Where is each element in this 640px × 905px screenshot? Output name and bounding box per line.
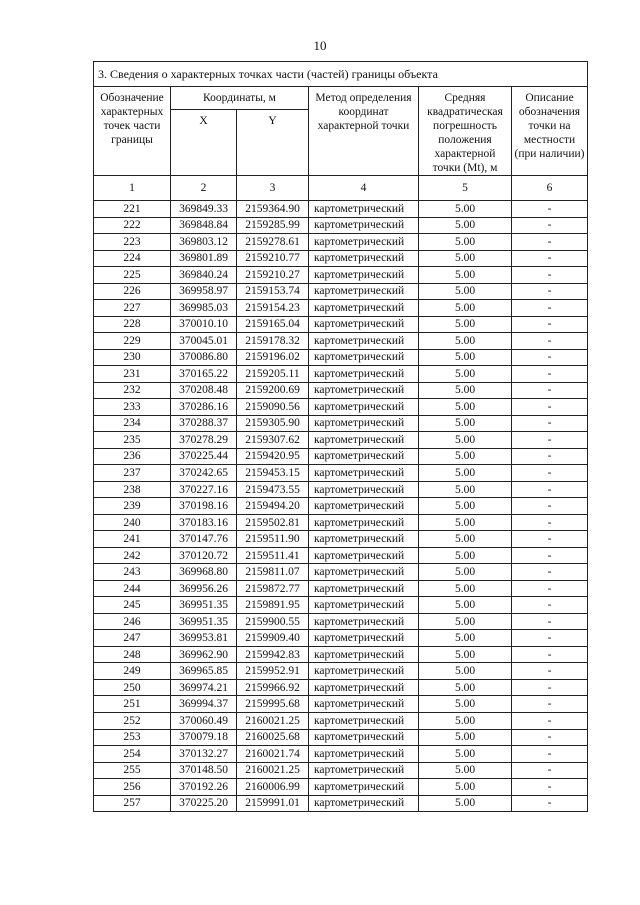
error-cell: 5.00: [419, 300, 512, 317]
method-cell: картометрический: [309, 795, 419, 812]
point-id-cell: 228: [94, 316, 171, 333]
table-row: [94, 597, 588, 614]
coordinate-y-cell: 2159494.20: [237, 498, 309, 515]
method-cell: картометрический: [309, 333, 419, 350]
description-cell: -: [512, 531, 588, 548]
description-cell: -: [512, 300, 588, 317]
table-row: [94, 465, 588, 482]
error-cell: 5.00: [419, 201, 512, 218]
coordinate-x-cell: 369848.84: [171, 217, 237, 234]
coordinate-x-cell: 370288.37: [171, 415, 237, 432]
error-cell: 5.00: [419, 580, 512, 597]
table-row: [94, 316, 588, 333]
table-row: [94, 415, 588, 432]
coordinate-x-cell: 370278.29: [171, 432, 237, 449]
coordinate-x-cell: 370286.16: [171, 399, 237, 416]
coordinate-x-cell: 369958.97: [171, 283, 237, 300]
error-cell: 5.00: [419, 415, 512, 432]
coordinate-y-cell: 2159200.69: [237, 382, 309, 399]
header-error: Средняя квадратическая погрешность положения характерной точки (Mt), м: [419, 87, 512, 176]
coordinate-x-cell: 370147.76: [171, 531, 237, 548]
method-cell: картометрический: [309, 234, 419, 251]
point-id-cell: 252: [94, 712, 171, 729]
coordinate-y-cell: 2160025.68: [237, 729, 309, 746]
method-cell: картометрический: [309, 481, 419, 498]
description-cell: -: [512, 712, 588, 729]
error-cell: 5.00: [419, 250, 512, 267]
table-row: [94, 580, 588, 597]
coordinate-y-cell: 2159473.55: [237, 481, 309, 498]
table-row: [94, 283, 588, 300]
description-cell: -: [512, 514, 588, 531]
description-cell: -: [512, 217, 588, 234]
table-row: [94, 333, 588, 350]
error-cell: 5.00: [419, 547, 512, 564]
method-cell: картометрический: [309, 399, 419, 416]
table-row: [94, 514, 588, 531]
method-cell: картометрический: [309, 448, 419, 465]
point-id-cell: 250: [94, 679, 171, 696]
error-cell: 5.00: [419, 564, 512, 581]
description-cell: -: [512, 283, 588, 300]
error-cell: 5.00: [419, 481, 512, 498]
description-cell: -: [512, 779, 588, 796]
table-row: [94, 498, 588, 515]
point-id-cell: 243: [94, 564, 171, 581]
coordinate-y-cell: 2159900.55: [237, 613, 309, 630]
header-y: Y: [237, 110, 309, 176]
error-cell: 5.00: [419, 498, 512, 515]
header-x: X: [171, 110, 237, 176]
method-cell: картометрический: [309, 415, 419, 432]
coordinate-y-cell: 2159205.11: [237, 366, 309, 383]
point-id-cell: 229: [94, 333, 171, 350]
coordinate-x-cell: 369803.12: [171, 234, 237, 251]
table-row: [94, 613, 588, 630]
point-id-cell: 230: [94, 349, 171, 366]
point-id-cell: 245: [94, 597, 171, 614]
description-cell: -: [512, 696, 588, 713]
coordinate-y-cell: 2160021.25: [237, 762, 309, 779]
point-id-cell: 240: [94, 514, 171, 531]
method-cell: картометрический: [309, 531, 419, 548]
error-cell: 5.00: [419, 729, 512, 746]
method-cell: картометрический: [309, 779, 419, 796]
error-cell: 5.00: [419, 448, 512, 465]
method-cell: картометрический: [309, 465, 419, 482]
point-id-cell: 232: [94, 382, 171, 399]
error-cell: 5.00: [419, 333, 512, 350]
column-number: 4: [309, 176, 419, 201]
description-cell: -: [512, 498, 588, 515]
description-cell: -: [512, 795, 588, 812]
table-row: [94, 366, 588, 383]
error-cell: 5.00: [419, 316, 512, 333]
error-cell: 5.00: [419, 613, 512, 630]
coordinate-y-cell: 2159909.40: [237, 630, 309, 647]
description-cell: -: [512, 679, 588, 696]
coordinate-x-cell: 370225.20: [171, 795, 237, 812]
page-number: 10: [313, 38, 327, 53]
method-cell: картометрический: [309, 580, 419, 597]
table-row: [94, 250, 588, 267]
description-cell: -: [512, 762, 588, 779]
coordinate-y-cell: 2160021.25: [237, 712, 309, 729]
table-row: [94, 679, 588, 696]
table-row: [94, 564, 588, 581]
point-id-cell: 221: [94, 201, 171, 218]
coordinate-y-cell: 2159453.15: [237, 465, 309, 482]
coordinate-x-cell: 370132.27: [171, 746, 237, 763]
coordinate-x-cell: 370227.16: [171, 481, 237, 498]
method-cell: картометрический: [309, 613, 419, 630]
coordinate-x-cell: 369965.85: [171, 663, 237, 680]
coordinate-y-cell: 2159196.02: [237, 349, 309, 366]
coordinate-x-cell: 369994.37: [171, 696, 237, 713]
table-row: [94, 382, 588, 399]
coordinate-x-cell: 370079.18: [171, 729, 237, 746]
point-id-cell: 225: [94, 267, 171, 284]
coordinate-y-cell: 2159090.56: [237, 399, 309, 416]
coordinate-y-cell: 2159511.90: [237, 531, 309, 548]
method-cell: картометрический: [309, 498, 419, 515]
coordinate-y-cell: 2159278.61: [237, 234, 309, 251]
column-number: 6: [512, 176, 588, 201]
method-cell: картометрический: [309, 201, 419, 218]
table-row: [94, 201, 588, 218]
point-id-cell: 223: [94, 234, 171, 251]
description-cell: -: [512, 729, 588, 746]
description-cell: -: [512, 597, 588, 614]
coordinate-y-cell: 2159811.07: [237, 564, 309, 581]
table-row: [94, 481, 588, 498]
table-row: [94, 746, 588, 763]
table-row: [94, 696, 588, 713]
error-cell: 5.00: [419, 630, 512, 647]
section-title-row: [94, 62, 588, 87]
error-cell: 5.00: [419, 349, 512, 366]
coordinate-y-cell: 2159995.68: [237, 696, 309, 713]
method-cell: картометрический: [309, 712, 419, 729]
description-cell: -: [512, 564, 588, 581]
description-cell: -: [512, 448, 588, 465]
method-cell: картометрический: [309, 250, 419, 267]
coordinate-y-cell: 2160006.99: [237, 779, 309, 796]
point-id-cell: 257: [94, 795, 171, 812]
error-cell: 5.00: [419, 465, 512, 482]
description-cell: -: [512, 316, 588, 333]
description-cell: -: [512, 547, 588, 564]
point-id-cell: 241: [94, 531, 171, 548]
point-id-cell: 227: [94, 300, 171, 317]
table-row: [94, 300, 588, 317]
coordinate-x-cell: 370045.01: [171, 333, 237, 350]
description-cell: -: [512, 399, 588, 416]
boundary-points-table: [93, 61, 588, 812]
description-cell: -: [512, 201, 588, 218]
coordinate-x-cell: 370086.80: [171, 349, 237, 366]
error-cell: 5.00: [419, 712, 512, 729]
method-cell: картометрический: [309, 283, 419, 300]
error-cell: 5.00: [419, 234, 512, 251]
coordinate-y-cell: 2159966.92: [237, 679, 309, 696]
table-row: [94, 547, 588, 564]
column-numbers-row: [94, 176, 588, 201]
table-row: [94, 267, 588, 284]
coordinate-y-cell: 2159154.23: [237, 300, 309, 317]
table-row: [94, 349, 588, 366]
description-cell: -: [512, 349, 588, 366]
coordinate-x-cell: 370183.16: [171, 514, 237, 531]
coordinate-x-cell: 369849.33: [171, 201, 237, 218]
table-row: [94, 432, 588, 449]
error-cell: 5.00: [419, 597, 512, 614]
table-row: [94, 531, 588, 548]
coordinate-x-cell: 369951.35: [171, 613, 237, 630]
coordinate-y-cell: 2159305.90: [237, 415, 309, 432]
coordinate-y-cell: 2159952.91: [237, 663, 309, 680]
coordinate-x-cell: 370242.65: [171, 465, 237, 482]
point-id-cell: 254: [94, 746, 171, 763]
point-id-cell: 235: [94, 432, 171, 449]
coordinate-x-cell: 369801.89: [171, 250, 237, 267]
table-row: [94, 399, 588, 416]
coordinate-x-cell: 370060.49: [171, 712, 237, 729]
coordinate-y-cell: 2160021.74: [237, 746, 309, 763]
method-cell: картометрический: [309, 663, 419, 680]
method-cell: картометрический: [309, 432, 419, 449]
method-cell: картометрический: [309, 746, 419, 763]
table-row: [94, 779, 588, 796]
coordinate-x-cell: 369951.35: [171, 597, 237, 614]
description-cell: -: [512, 646, 588, 663]
description-cell: -: [512, 267, 588, 284]
point-id-cell: 246: [94, 613, 171, 630]
table-row: [94, 712, 588, 729]
point-id-cell: 256: [94, 779, 171, 796]
description-cell: -: [512, 746, 588, 763]
coordinate-y-cell: 2159210.77: [237, 250, 309, 267]
point-id-cell: 251: [94, 696, 171, 713]
method-cell: картометрический: [309, 514, 419, 531]
coordinate-x-cell: 370225.44: [171, 448, 237, 465]
table-row: [94, 217, 588, 234]
coordinate-x-cell: 370165.22: [171, 366, 237, 383]
point-id-cell: 242: [94, 547, 171, 564]
description-cell: -: [512, 234, 588, 251]
coordinate-y-cell: 2159364.90: [237, 201, 309, 218]
boundary-points-section: [93, 61, 587, 812]
method-cell: картометрический: [309, 696, 419, 713]
header-point: Обозначение характерных точек части границы: [94, 87, 171, 176]
error-cell: 5.00: [419, 762, 512, 779]
error-cell: 5.00: [419, 696, 512, 713]
coordinate-x-cell: 369953.81: [171, 630, 237, 647]
coordinate-y-cell: 2159285.99: [237, 217, 309, 234]
header-row: [94, 87, 588, 110]
header-coordinates: Координаты, м: [171, 87, 309, 110]
error-cell: 5.00: [419, 746, 512, 763]
description-cell: -: [512, 580, 588, 597]
error-cell: 5.00: [419, 283, 512, 300]
error-cell: 5.00: [419, 267, 512, 284]
coordinate-x-cell: 369968.80: [171, 564, 237, 581]
method-cell: картометрический: [309, 382, 419, 399]
header-method: Метод определения координат характерной точки: [309, 87, 419, 176]
method-cell: картометрический: [309, 729, 419, 746]
description-cell: -: [512, 663, 588, 680]
coordinate-y-cell: 2159511.41: [237, 547, 309, 564]
coordinate-x-cell: 369962.90: [171, 646, 237, 663]
description-cell: -: [512, 465, 588, 482]
method-cell: картометрический: [309, 762, 419, 779]
method-cell: картометрический: [309, 564, 419, 581]
method-cell: картометрический: [309, 217, 419, 234]
error-cell: 5.00: [419, 779, 512, 796]
coordinate-x-cell: 370192.26: [171, 779, 237, 796]
error-cell: 5.00: [419, 679, 512, 696]
coordinate-x-cell: 370198.16: [171, 498, 237, 515]
coordinate-y-cell: 2159307.62: [237, 432, 309, 449]
coordinate-y-cell: 2159178.32: [237, 333, 309, 350]
point-id-cell: 224: [94, 250, 171, 267]
column-number: 2: [171, 176, 237, 201]
column-number: 5: [419, 176, 512, 201]
method-cell: картометрический: [309, 366, 419, 383]
coordinate-x-cell: 369956.26: [171, 580, 237, 597]
point-id-cell: 255: [94, 762, 171, 779]
error-cell: 5.00: [419, 646, 512, 663]
method-cell: картометрический: [309, 300, 419, 317]
point-id-cell: 253: [94, 729, 171, 746]
method-cell: картометрический: [309, 349, 419, 366]
point-id-cell: 247: [94, 630, 171, 647]
error-cell: 5.00: [419, 514, 512, 531]
coordinate-x-cell: 370010.10: [171, 316, 237, 333]
coordinate-y-cell: 2159165.04: [237, 316, 309, 333]
method-cell: картометрический: [309, 316, 419, 333]
header-description: Описание обозначения точки на местности (при наличии): [512, 87, 588, 176]
description-cell: -: [512, 382, 588, 399]
coordinate-x-cell: 370120.72: [171, 547, 237, 564]
coordinate-y-cell: 2159420.95: [237, 448, 309, 465]
table-row: [94, 234, 588, 251]
point-id-cell: 249: [94, 663, 171, 680]
description-cell: -: [512, 250, 588, 267]
point-id-cell: 222: [94, 217, 171, 234]
coordinate-y-cell: 2159872.77: [237, 580, 309, 597]
table-row: [94, 630, 588, 647]
coordinate-x-cell: 370208.48: [171, 382, 237, 399]
coordinate-x-cell: 369840.24: [171, 267, 237, 284]
method-cell: картометрический: [309, 547, 419, 564]
section-title: 3. Сведения о характерных точках части (частей) границы объекта: [94, 62, 588, 87]
error-cell: 5.00: [419, 663, 512, 680]
method-cell: картометрический: [309, 597, 419, 614]
method-cell: картометрический: [309, 646, 419, 663]
error-cell: 5.00: [419, 399, 512, 416]
description-cell: -: [512, 432, 588, 449]
table-row: [94, 795, 588, 812]
column-number: 3: [237, 176, 309, 201]
coordinate-x-cell: 370148.50: [171, 762, 237, 779]
coordinate-x-cell: 369974.21: [171, 679, 237, 696]
error-cell: 5.00: [419, 795, 512, 812]
coordinate-y-cell: 2159210.27: [237, 267, 309, 284]
point-id-cell: 239: [94, 498, 171, 515]
description-cell: -: [512, 481, 588, 498]
method-cell: картометрический: [309, 679, 419, 696]
point-id-cell: 226: [94, 283, 171, 300]
error-cell: 5.00: [419, 382, 512, 399]
point-id-cell: 244: [94, 580, 171, 597]
point-id-cell: 237: [94, 465, 171, 482]
table-row: [94, 729, 588, 746]
point-id-cell: 233: [94, 399, 171, 416]
error-cell: 5.00: [419, 217, 512, 234]
method-cell: картометрический: [309, 267, 419, 284]
error-cell: 5.00: [419, 366, 512, 383]
table-row: [94, 762, 588, 779]
point-id-cell: 234: [94, 415, 171, 432]
coordinate-y-cell: 2159991.01: [237, 795, 309, 812]
coordinate-x-cell: 369985.03: [171, 300, 237, 317]
point-id-cell: 238: [94, 481, 171, 498]
coordinate-y-cell: 2159502.81: [237, 514, 309, 531]
description-cell: -: [512, 366, 588, 383]
description-cell: -: [512, 415, 588, 432]
table-row: [94, 646, 588, 663]
table-row: [94, 663, 588, 680]
error-cell: 5.00: [419, 432, 512, 449]
coordinate-y-cell: 2159891.95: [237, 597, 309, 614]
description-cell: -: [512, 333, 588, 350]
error-cell: 5.00: [419, 531, 512, 548]
coordinate-y-cell: 2159942.83: [237, 646, 309, 663]
point-id-cell: 231: [94, 366, 171, 383]
column-number: 1: [94, 176, 171, 201]
description-cell: -: [512, 613, 588, 630]
method-cell: картометрический: [309, 630, 419, 647]
coordinate-y-cell: 2159153.74: [237, 283, 309, 300]
table-row: [94, 448, 588, 465]
point-id-cell: 236: [94, 448, 171, 465]
description-cell: -: [512, 630, 588, 647]
point-id-cell: 248: [94, 646, 171, 663]
